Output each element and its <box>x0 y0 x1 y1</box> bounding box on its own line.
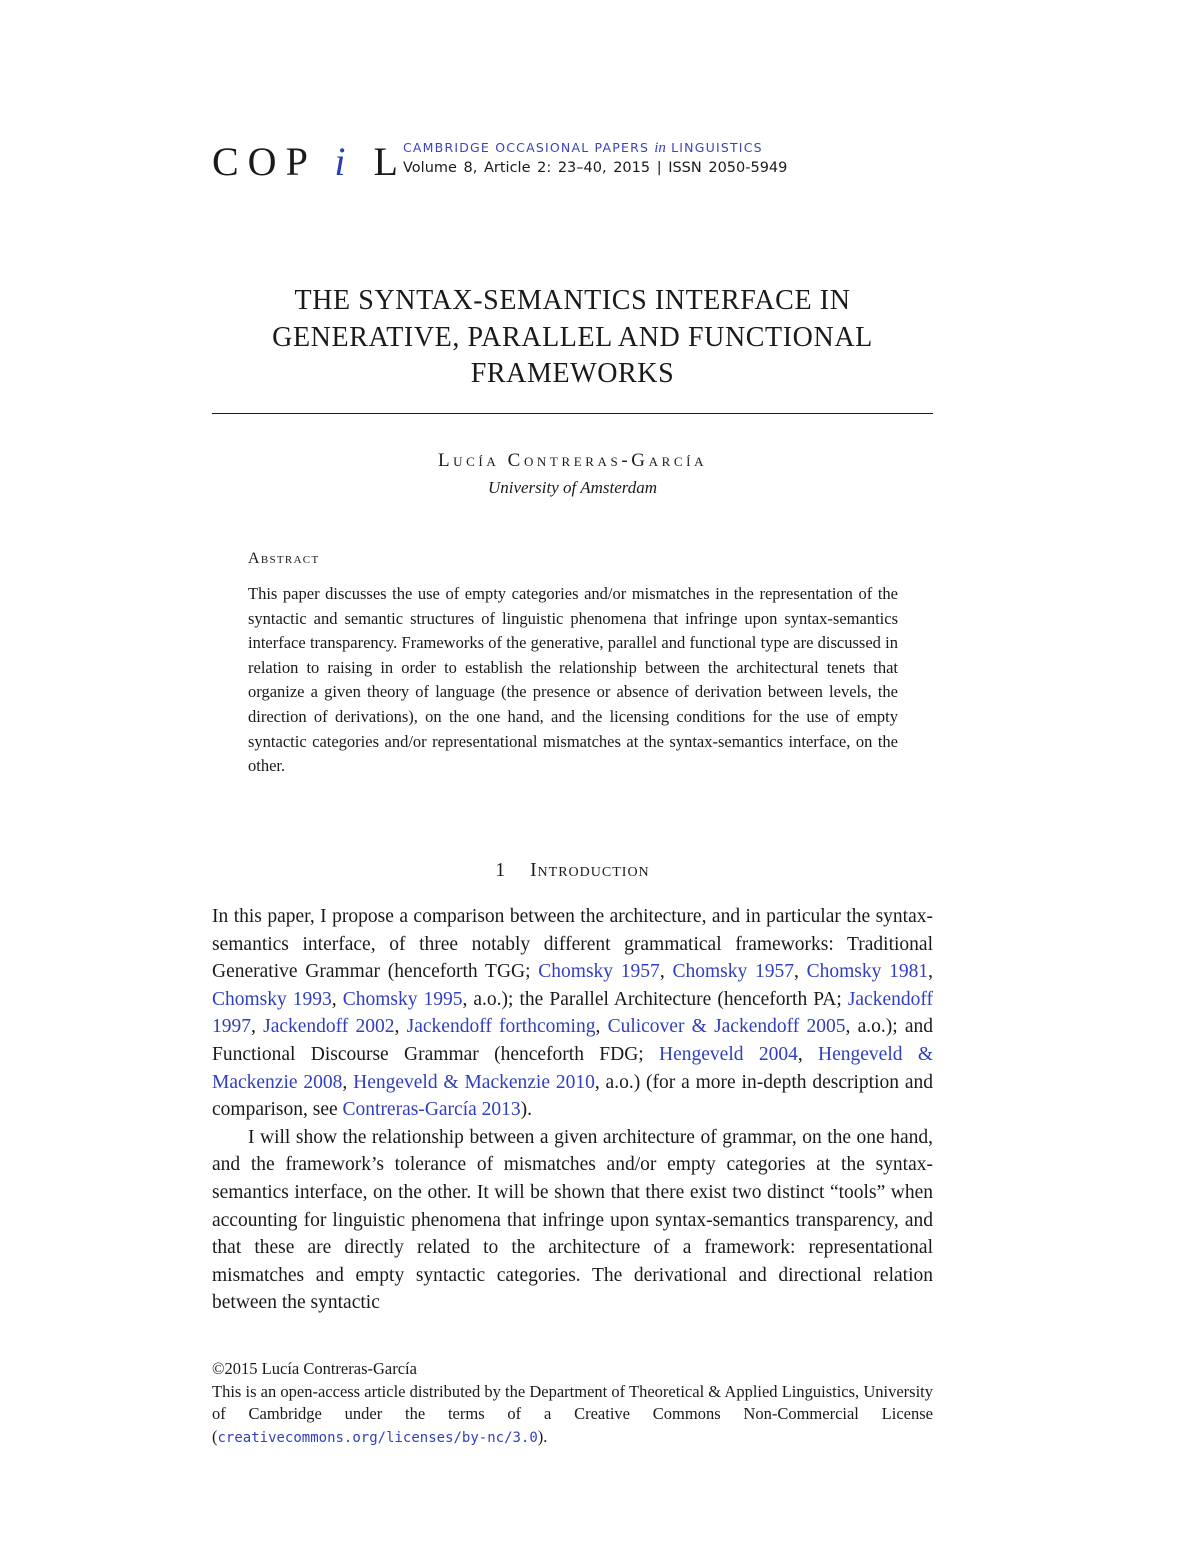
license-footnote <box>212 1358 933 1449</box>
citation-link[interactable]: Hengeveld & Mackenzie 2008 <box>212 1043 933 1093</box>
title-line-2: GENERATIVE, PARALLEL AND FUNCTIONAL <box>272 321 873 353</box>
citation-link[interactable]: Jackendoff 1997 <box>212 988 934 1038</box>
logo-text-cop: COP <box>212 139 316 184</box>
citation-link[interactable]: Hengeveld & Mackenzie 2010 <box>353 1071 595 1093</box>
citation-link[interactable]: Hengeveld 2004 <box>659 1043 798 1065</box>
citation-link[interactable]: Contreras-García 2013 <box>342 1099 521 1121</box>
citation-link[interactable]: Jackendoff forthcoming <box>406 1016 596 1038</box>
citation-link[interactable]: Chomsky 1957 <box>672 961 794 983</box>
author-name: Lucía Contreras-García <box>437 450 708 471</box>
journal-name: CAMBRIDGE OCCASIONAL PAPERS in LINGUISTICS <box>403 140 763 156</box>
abstract-heading: Abstract <box>248 550 320 567</box>
citation-link[interactable]: Chomsky 1981 <box>806 961 929 983</box>
paragraph-1: In this paper, I propose a comparison between the architecture, and in particular the syntax-semantics interface, of three notably different grammatical frameworks: Traditional Generative Grammar (henceforth TGG; Chomsky 1957, Chomsky 1957, Chomsky 1981, Chomsky 1993, Chomsky 1995, a.o.); the Parallel Architecture (henceforth PA; Jackendoff 1997, Jackendoff 2002, Jackendoff forthcoming, Culicover & Jackendoff 2005, a.o.); and Functional Discourse Grammar (henceforth FDG; Hengeveld 2004, Hengeveld & Mackenzie 2008, Hengeveld & Mackenzie 2010, a.o.) (for a more in-depth description and comparison, see Contreras-García 2013). <box>212 906 934 1121</box>
citation-link[interactable]: Chomsky 1957 <box>538 961 660 983</box>
title-rule <box>212 413 933 414</box>
citation-link[interactable]: Chomsky 1993 <box>212 988 332 1010</box>
logo-text-l: L <box>373 139 407 184</box>
copyright-line: ©2015 Lucía Contreras-García <box>212 1359 417 1378</box>
volume-info: Volume 8, Article 2: 23–40, 2015 | ISSN 2050-5949 <box>403 160 788 176</box>
body-text <box>212 903 933 1317</box>
license-text: This is an open-access article distributed by the Department of Theoretical & Applied Linguistics, University of Cambridge under the terms of a Creative Commons Non-Commercial License (creativecommons.org/licenses/by-nc/3.0). <box>212 1381 933 1446</box>
license-link[interactable]: creativecommons.org/licenses/by-nc/3.0 <box>217 1429 538 1446</box>
journal-logo <box>212 138 407 186</box>
citation-link[interactable]: Culicover & Jackendoff 2005 <box>607 1016 846 1038</box>
citation-link[interactable]: Chomsky 1995 <box>342 988 463 1010</box>
paragraph-2: I will show the relationship between a given architecture of grammar, on the one hand, and the framework’s tolerance of mismatches and/or empty categories at the syntax-semantics interface, on the other. It will be shown that there exist two distinct “tools” when accounting for linguistic phenomena that infringe upon syntax-semantics transparency, and that these are directly related to the architecture of a framework: representational mismatches and empty syntactic categories. The derivational and directional relation between the syntactic <box>212 1126 933 1314</box>
title-line-1: THE SYNTAX-SEMANTICS INTERFACE IN <box>294 285 851 316</box>
title-line-3: FRAMEWORKS <box>470 358 675 389</box>
section-number: 1 <box>495 860 507 881</box>
citation-link[interactable]: Jackendoff 2002 <box>263 1016 395 1038</box>
author-affiliation: University of Amsterdam <box>487 478 658 497</box>
section-title: Introduction <box>530 860 650 881</box>
logo-text-i: i <box>334 139 355 184</box>
section-heading <box>212 860 933 882</box>
abstract-text: This paper discusses the use of empty categories and/or mismatches in the representation of the syntactic and semantic structures of linguistic phenomena that infringe upon syntax-semantics interface transparency. Frameworks of the generative, parallel and functional type are discussed in relation to raising in order to establish the relationship between the architectural tenets that organize a given theory of language (the presence or absence of derivation between levels, the direction of derivations), on the one hand, and the licensing conditions for the use of empty syntactic categories and/or representational mismatches at the syntax-semantics interface, on the other. <box>248 584 898 776</box>
paper-title <box>212 283 933 393</box>
